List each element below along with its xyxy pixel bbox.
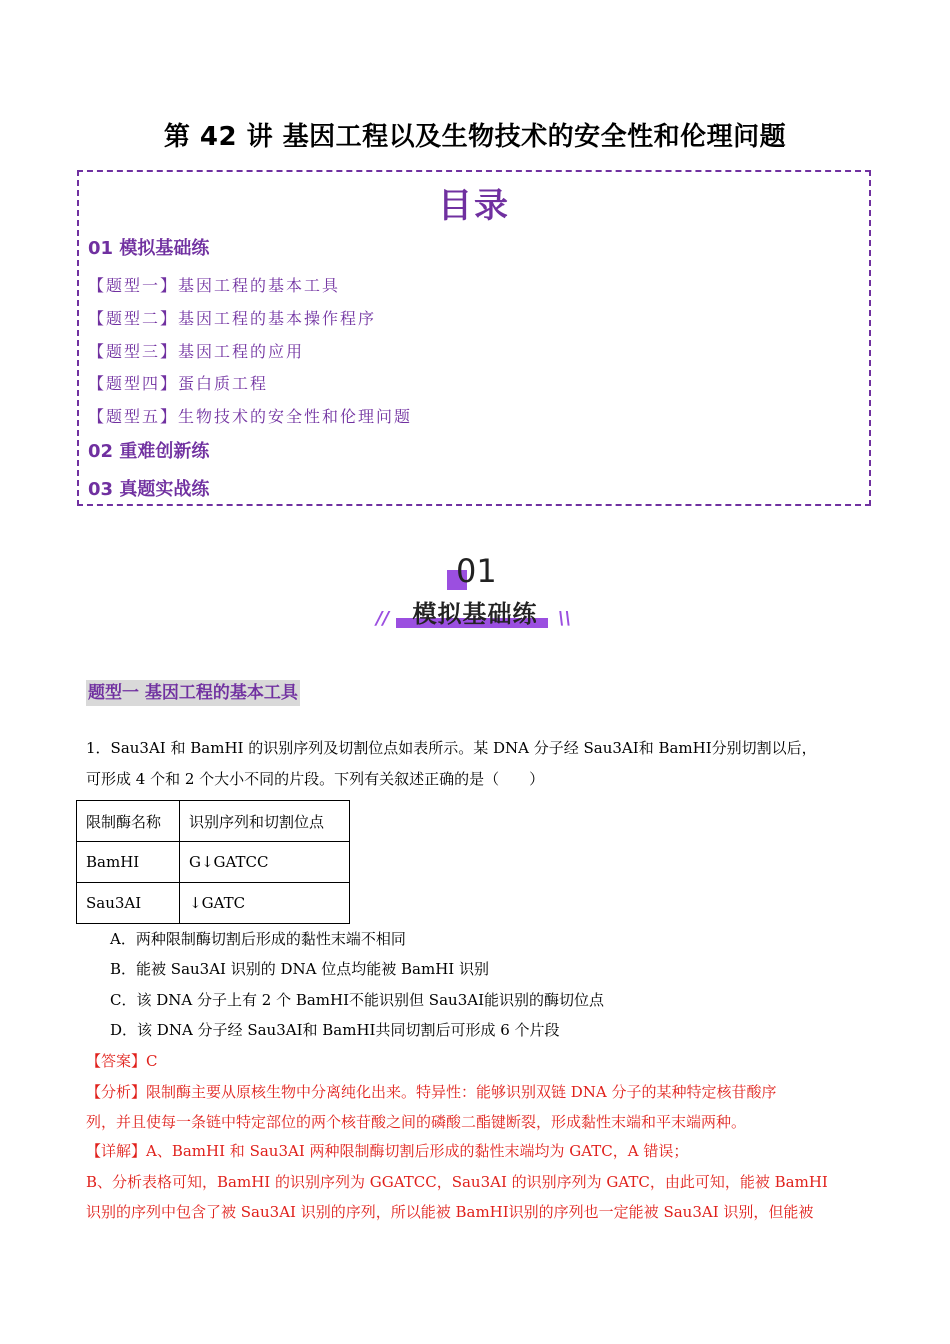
- toc-item-5[interactable]: 【题型五】生物技术的安全性和伦理问题: [88, 407, 413, 426]
- toc-section-3[interactable]: 03 真题实战练: [88, 479, 210, 500]
- toc-item-3[interactable]: 【题型三】基因工程的应用: [88, 342, 305, 361]
- option-a: A．两种限制酶切割后形成的黏性末端不相同: [110, 930, 406, 948]
- question-type-heading: 题型一 基因工程的基本工具: [86, 680, 300, 706]
- banner-number: 01: [456, 552, 497, 590]
- section-banner: [370, 548, 580, 638]
- table-cell: G↓GATCC: [180, 842, 350, 883]
- table-header-cell: 限制酶名称: [77, 801, 180, 842]
- detail-line-1: 【详解】A、BamHI 和 Sau3AI 两种限制酶切割后形成的黏性末端均为 GATC，A 错误；: [86, 1142, 689, 1160]
- question-stem-line-2: 可形成 4 个和 2 个大小不同的片段。下列有关叙述正确的是（ ）: [86, 770, 545, 788]
- banner-slash-right: \\: [558, 608, 572, 629]
- toc-item-1[interactable]: 【题型一】基因工程的基本工具: [88, 276, 341, 295]
- table-cell: ↓GATC: [180, 883, 350, 924]
- enzyme-table: [76, 800, 350, 924]
- detail-line-3: 识别的序列中包含了被 Sau3AI 识别的序列，所以能被 BamHⅠ识别的序列也一定能被 Sau3AI 识别，但能被: [86, 1203, 814, 1221]
- page-title: 第 42 讲 基因工程以及生物技术的安全性和伦理问题: [163, 122, 787, 152]
- detail-line-2: B、分析表格可知，BamHI 的识别序列为 GGATCC，Sau3AI 的识别序列为 GATC，由此可知，能被 BamHⅠ: [86, 1173, 828, 1191]
- answer-line: 【答案】C: [86, 1052, 158, 1070]
- table-row: [77, 883, 350, 924]
- option-c: C．该 DNA 分子上有 2 个 BamHⅠ不能识别但 Sau3AⅠ能识别的酶切位点: [110, 991, 604, 1009]
- table-row: [77, 801, 350, 842]
- table-of-contents: [77, 170, 871, 506]
- table-cell: Sau3AI: [77, 883, 180, 924]
- toc-heading: 目录: [438, 186, 510, 226]
- table-row: [77, 842, 350, 883]
- toc-item-2[interactable]: 【题型二】基因工程的基本操作程序: [88, 309, 377, 328]
- table-header-cell: 识别序列和切割位点: [180, 801, 350, 842]
- option-b: B．能被 Sau3AI 识别的 DNA 位点均能被 BamHI 识别: [110, 960, 489, 978]
- banner-title: 模拟基础练: [412, 600, 538, 628]
- option-d: D．该 DNA 分子经 Sau3AⅠ和 BamHⅠ共同切割后可形成 6 个片段: [110, 1021, 560, 1039]
- toc-section-2[interactable]: 02 重难创新练: [88, 441, 210, 462]
- toc-section-1[interactable]: 01 模拟基础练: [88, 238, 210, 259]
- banner-slash-left: //: [376, 608, 390, 629]
- question-stem-line-1: 1．Sau3AI 和 BamHI 的识别序列及切割位点如表所示。某 DNA 分子经 Sau3AⅠ和 BamHⅠ分别切割以后，: [86, 739, 817, 757]
- toc-item-4[interactable]: 【题型四】蛋白质工程: [88, 374, 269, 393]
- table-cell: BamHI: [77, 842, 180, 883]
- analysis-line-1: 【分析】限制酶主要从原核生物中分离纯化出来。特异性：能够识别双链 DNA 分子的某种特定核苷酸序: [86, 1083, 777, 1101]
- analysis-line-2: 列，并且使每一条链中特定部位的两个核苷酸之间的磷酸二酯键断裂，形成黏性末端和平末端两种。: [86, 1113, 747, 1131]
